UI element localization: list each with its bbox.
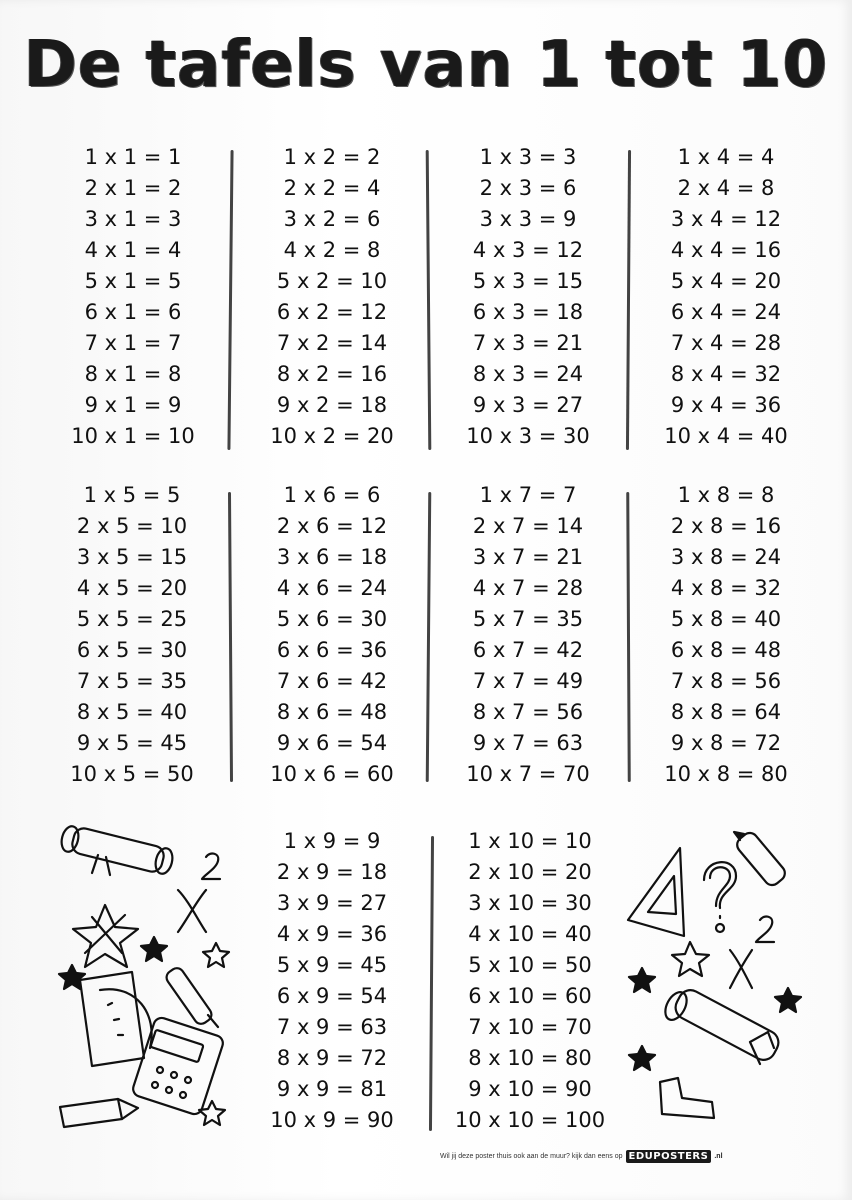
times-table-5 <box>62 480 202 790</box>
table-row: 10 x 2 = 20 <box>270 424 394 448</box>
table-row: 4 x 4 = 16 <box>670 238 782 262</box>
table-row: 7 x 10 = 70 <box>468 1015 592 1039</box>
table-row: 2 x 7 = 14 <box>472 514 584 538</box>
table-row: 8 x 8 = 64 <box>670 700 782 724</box>
table-row: 8 x 7 = 56 <box>472 700 584 724</box>
table-row: 4 x 9 = 36 <box>276 922 388 946</box>
table-row: 4 x 7 = 28 <box>472 576 584 600</box>
table-row: 6 x 1 = 6 <box>84 300 182 324</box>
table-row: 5 x 5 = 25 <box>76 607 188 631</box>
table-row: 6 x 9 = 54 <box>276 984 388 1008</box>
table-row: 8 x 1 = 8 <box>84 362 182 386</box>
table-row: 6 x 5 = 30 <box>76 638 188 662</box>
table-row: 8 x 6 = 48 <box>276 700 388 724</box>
table-row: 5 x 1 = 5 <box>84 269 182 293</box>
table-row: 4 x 5 = 20 <box>76 576 188 600</box>
table-row: 9 x 10 = 90 <box>468 1077 592 1101</box>
table-row: 7 x 3 = 21 <box>472 331 584 355</box>
table-row: 2 x 9 = 18 <box>276 860 388 884</box>
table-row: 6 x 4 = 24 <box>670 300 782 324</box>
table-row: 4 x 1 = 4 <box>84 238 182 262</box>
star-icon <box>629 968 655 992</box>
table-row: 1 x 5 = 5 <box>83 483 181 507</box>
table-row: 1 x 7 = 7 <box>479 483 577 507</box>
table-row: 10 x 5 = 50 <box>70 762 194 786</box>
star-icon <box>672 942 709 976</box>
table-row: 5 x 2 = 10 <box>276 269 388 293</box>
table-row: 7 x 2 = 14 <box>276 331 388 355</box>
table-row: 8 x 3 = 24 <box>472 362 584 386</box>
star-icon <box>629 1046 655 1070</box>
protractor-icon <box>80 972 152 1066</box>
table-row: 3 x 8 = 24 <box>670 545 782 569</box>
table-row: 6 x 7 = 42 <box>472 638 584 662</box>
table-row: 5 x 10 = 50 <box>468 953 592 977</box>
star-icon <box>141 937 167 961</box>
table-row: 9 x 4 = 36 <box>670 393 782 417</box>
doodles-right <box>620 820 820 1140</box>
table-row: 3 x 10 = 30 <box>468 891 592 915</box>
column-divider <box>227 150 233 450</box>
times-table-6 <box>262 480 402 790</box>
table-row: 1 x 4 = 4 <box>677 145 775 169</box>
table-row: 1 x 6 = 6 <box>283 483 381 507</box>
table-row: 10 x 4 = 40 <box>664 424 788 448</box>
table-row: 4 x 10 = 40 <box>468 922 592 946</box>
table-row: 10 x 10 = 100 <box>454 1108 606 1132</box>
table-row: 2 x 10 = 20 <box>468 860 592 884</box>
table-row: 3 x 1 = 3 <box>84 207 182 231</box>
table-row: 8 x 4 = 32 <box>670 362 782 386</box>
table-row: 4 x 2 = 8 <box>283 238 381 262</box>
scroll-icon <box>661 986 783 1064</box>
table-row: 7 x 9 = 63 <box>276 1015 388 1039</box>
table-row: 10 x 6 = 60 <box>270 762 394 786</box>
table-row: 8 x 10 = 80 <box>468 1046 592 1070</box>
table-row: 3 x 9 = 27 <box>276 891 388 915</box>
table-row: 10 x 1 = 10 <box>71 424 195 448</box>
table-row: 6 x 6 = 36 <box>276 638 388 662</box>
column-divider <box>228 492 233 782</box>
table-row: 9 x 7 = 63 <box>472 731 584 755</box>
pencil-icon <box>60 1099 138 1127</box>
table-row: 6 x 3 = 18 <box>472 300 584 324</box>
table-row: 5 x 7 = 35 <box>472 607 584 631</box>
brand-logo[interactable]: EDUPOSTERS <box>626 1150 712 1163</box>
question-mark-icon <box>704 862 736 932</box>
table-row: 2 x 3 = 6 <box>479 176 577 200</box>
table-row: 1 x 10 = 10 <box>468 829 592 853</box>
table-row: 3 x 7 = 21 <box>472 545 584 569</box>
times-table-2 <box>262 142 402 452</box>
column-divider <box>626 492 631 782</box>
table-row: 7 x 6 = 42 <box>276 669 388 693</box>
table-row: 7 x 4 = 28 <box>670 331 782 355</box>
x-squared-icon <box>730 917 774 988</box>
table-row: 7 x 1 = 7 <box>84 331 182 355</box>
table-row: 6 x 8 = 48 <box>670 638 782 662</box>
doodles-left <box>50 815 250 1135</box>
star-icon <box>203 943 229 967</box>
brand-suffix: .nl <box>714 1153 723 1160</box>
table-row: 7 x 7 = 49 <box>472 669 584 693</box>
set-square-icon <box>628 848 684 936</box>
table-row: 5 x 9 = 45 <box>276 953 388 977</box>
column-divider <box>626 150 631 450</box>
table-row: 10 x 7 = 70 <box>466 762 590 786</box>
table-row: 9 x 3 = 27 <box>472 393 584 417</box>
table-row: 9 x 2 = 18 <box>276 393 388 417</box>
table-row: 3 x 3 = 9 <box>479 207 577 231</box>
table-row: 6 x 2 = 12 <box>276 300 388 324</box>
table-row: 3 x 6 = 18 <box>276 545 388 569</box>
table-row: 6 x 10 = 60 <box>468 984 592 1008</box>
table-row: 1 x 9 = 9 <box>283 829 381 853</box>
table-row: 1 x 1 = 1 <box>84 145 182 169</box>
table-row: 1 x 8 = 8 <box>677 483 775 507</box>
times-table-7 <box>458 480 598 790</box>
marker-icon <box>734 830 788 889</box>
table-row: 8 x 2 = 16 <box>276 362 388 386</box>
x-squared-icon <box>178 854 220 932</box>
table-row: 10 x 3 = 30 <box>466 424 590 448</box>
boot-icon <box>660 1078 714 1118</box>
table-row: 9 x 9 = 81 <box>276 1077 388 1101</box>
column-divider <box>426 150 432 450</box>
table-row: 3 x 5 = 15 <box>76 545 188 569</box>
table-row: 9 x 6 = 54 <box>276 731 388 755</box>
table-row: 5 x 4 = 20 <box>670 269 782 293</box>
times-table-10 <box>450 826 610 1136</box>
footer <box>440 1150 840 1163</box>
table-row: 2 x 2 = 4 <box>283 176 381 200</box>
table-row: 8 x 9 = 72 <box>276 1046 388 1070</box>
page-title: De tafels van 1 tot 10 <box>23 28 829 102</box>
table-row: 1 x 3 = 3 <box>479 145 577 169</box>
table-row: 2 x 8 = 16 <box>670 514 782 538</box>
table-row: 2 x 4 = 8 <box>677 176 775 200</box>
table-row: 7 x 5 = 35 <box>76 669 188 693</box>
table-row: 7 x 8 = 56 <box>670 669 782 693</box>
table-row: 3 x 4 = 12 <box>670 207 782 231</box>
pen-icon <box>164 965 218 1027</box>
column-divider <box>429 836 434 1131</box>
scroll-icon <box>59 824 175 875</box>
times-table-9 <box>262 826 402 1136</box>
table-row: 10 x 9 = 90 <box>270 1108 394 1132</box>
times-table-1 <box>68 142 198 452</box>
times-table-4 <box>656 142 796 452</box>
table-row: 9 x 1 = 9 <box>84 393 182 417</box>
table-row: 4 x 3 = 12 <box>472 238 584 262</box>
table-row: 5 x 8 = 40 <box>670 607 782 631</box>
star-icon <box>73 905 138 967</box>
table-row: 1 x 2 = 2 <box>283 145 381 169</box>
table-row: 8 x 5 = 40 <box>76 700 188 724</box>
table-row: 10 x 8 = 80 <box>664 762 788 786</box>
times-table-3 <box>458 142 598 452</box>
table-row: 3 x 2 = 6 <box>283 207 381 231</box>
table-row: 2 x 1 = 2 <box>84 176 182 200</box>
table-row: 5 x 3 = 15 <box>472 269 584 293</box>
table-row: 9 x 8 = 72 <box>670 731 782 755</box>
footer-text: Wil jij deze poster thuis ook aan de muur? kijk dan eens op <box>440 1153 623 1160</box>
table-row: 4 x 6 = 24 <box>276 576 388 600</box>
times-table-8 <box>656 480 796 790</box>
table-row: 2 x 6 = 12 <box>276 514 388 538</box>
star-icon <box>775 988 801 1012</box>
table-row: 9 x 5 = 45 <box>76 731 188 755</box>
column-divider <box>426 492 432 782</box>
table-row: 2 x 5 = 10 <box>76 514 188 538</box>
table-row: 5 x 6 = 30 <box>276 607 388 631</box>
table-row: 4 x 8 = 32 <box>670 576 782 600</box>
